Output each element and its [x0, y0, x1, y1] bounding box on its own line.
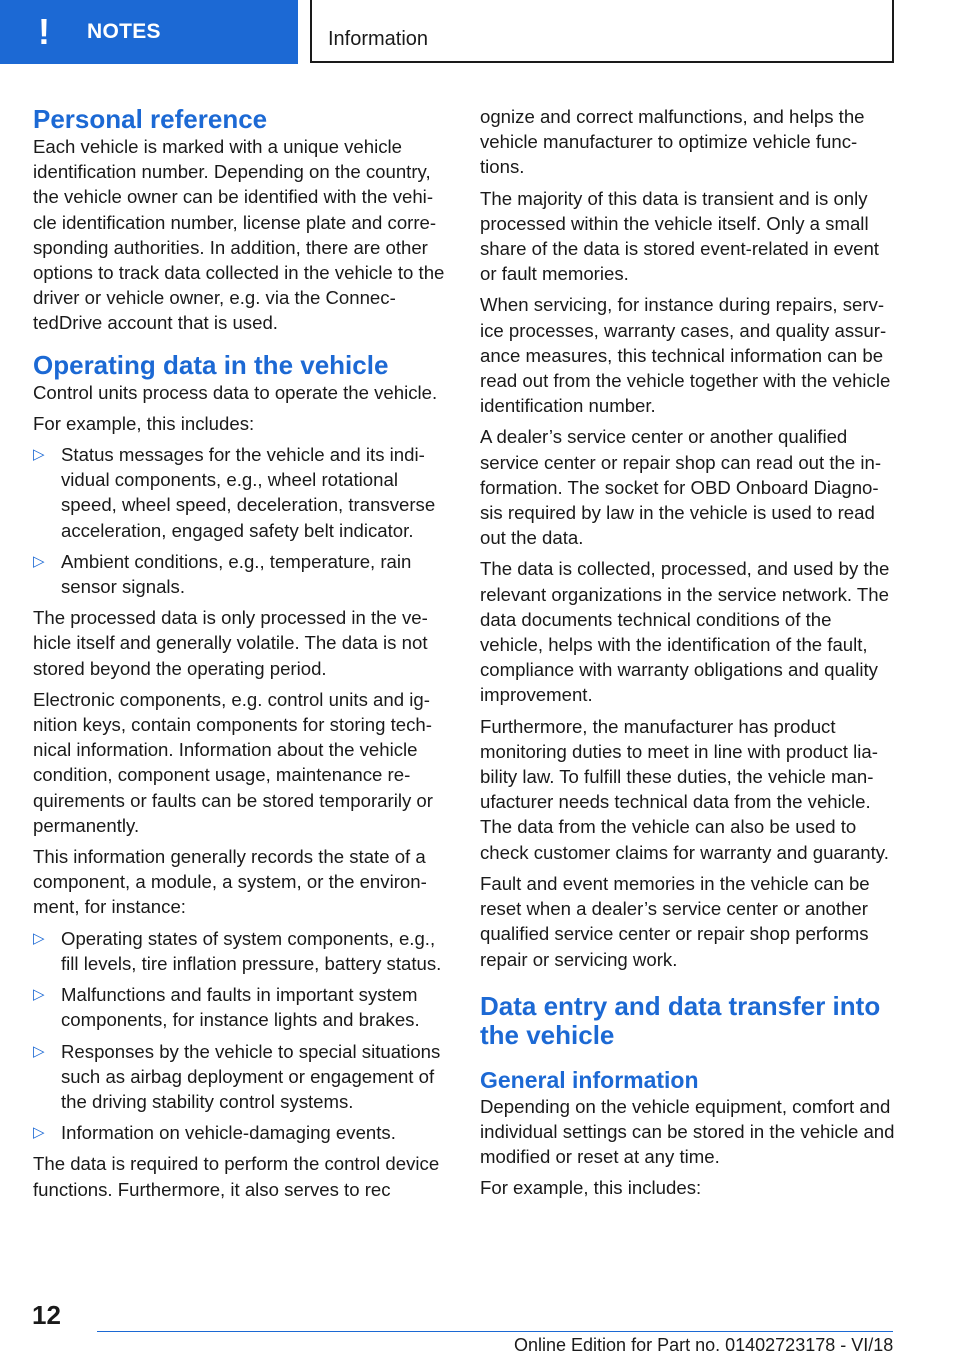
paragraph: ognize and correct malfunctions, and helps the vehicle manufacturer to optimize vehicle functions. [480, 106, 865, 178]
list-item [33, 442, 448, 543]
notes-label: NOTES [87, 20, 161, 43]
personal-reference-text: Each vehicle is marked with a unique vehicle identification number. Depending on the country, the vehicle owner can be identified with the vehicle identification number, license plate and corresponding authorities. In addition, there are other options to track data collected in the vehicle to the driver or vehicle owner, e.g. via the ConnectedDrive account that is used. [33, 136, 445, 334]
paragraph: Fault and event memories in the vehicle can be reset when a dealer’s service center or another qualified service center or repair shop performs repair or servicing work. [480, 872, 870, 970]
paragraph: Furthermore, the manufacturer has product monitoring duties to meet in line with product liability law. To fulfill these duties, the vehicle manufacturer needs technical data from the vehicle. The data from the vehicle can also be used to check customer claims for warranty and guaranty. [480, 715, 889, 863]
right-column [480, 104, 895, 1207]
triangle-bullet-icon: ▷ [33, 552, 45, 570]
triangle-bullet-icon: ▷ [33, 929, 45, 947]
triangle-bullet-icon: ▷ [33, 1124, 45, 1142]
paragraph: Electronic components, e.g. control units and ignition keys, contain components for storing technical information. Information about the vehicle condition, component usage, maintenance requirements or faults can be stored temporarily or permanently. [33, 688, 433, 836]
list-item-text: Operating states of system components, e.g., fill levels, tire inflation pressure, battery status. [61, 927, 442, 974]
triangle-bullet-icon: ▷ [33, 446, 45, 464]
list-item [33, 1039, 448, 1115]
section-tab [310, 0, 894, 63]
triangle-bullet-icon: ▷ [33, 1042, 45, 1060]
list-item [33, 549, 448, 599]
list-item-text: Responses by the vehicle to special situations such as airbag deployment or engagement of the driving stability control systems. [61, 1040, 441, 1112]
paragraph: Control units process data to operate the vehicle. [33, 381, 438, 403]
list-item [33, 926, 448, 976]
data-entry-heading: Data entry and data transfer into the vehicle [480, 990, 881, 1050]
footer-divider [97, 1331, 893, 1332]
notes-tab [0, 0, 298, 64]
bullet-list [33, 442, 448, 599]
page-number: 12 [32, 1300, 61, 1330]
general-information-heading: General information [480, 1066, 699, 1093]
list-item [33, 1120, 448, 1145]
operating-data-heading: Operating data in the vehicle [33, 349, 389, 380]
paragraph: For example, this includes: [33, 412, 255, 434]
paragraph: When servicing, for instance during repairs, service processes, warranty cases, and quality assurance measures, this technical information can be read out from the vehicle together with the vehicle identification number. [480, 294, 891, 417]
section-label: Information [328, 28, 429, 50]
paragraph: The processed data is only processed in the vehicle itself and generally volatile. The data is not stored beyond the operating period. [33, 607, 428, 679]
left-column [33, 104, 448, 1208]
paragraph: This information generally records the state of a component, a module, a system, or the environment, for instance: [33, 846, 427, 918]
bullet-list [33, 926, 448, 1146]
list-item-text: Information on vehicle-damaging events. [61, 1122, 396, 1144]
triangle-bullet-icon: ▷ [33, 986, 45, 1004]
notes-icon: ! [38, 11, 50, 52]
footer-edition-text: Online Edition for Part no. 01402723178 - VI/18 [514, 1335, 894, 1355]
paragraph: Depending on the vehicle equipment, comfort and individual settings can be stored in the vehicle and modified or reset at any time. [480, 1095, 895, 1168]
paragraph: The data is collected, processed, and used by the relevant organizations in the service network. The data documents technical conditions of the vehicle, helps with the identification of the fault, compliance with warranty obligations and quality improvement. [480, 558, 890, 706]
paragraph: A dealer’s service center or another qualified service center or repair shop can read out the information. The socket for OBD Onboard Diagnosis required by law in the vehicle is used to read out the data. [480, 426, 882, 549]
list-item-text: Status messages for the vehicle and its individual components, e.g., wheel rotational speed, wheel speed, deceleration, transverse acceleration, engaged safety belt indicator. [61, 444, 436, 541]
paragraph: For example, this includes: [480, 1177, 702, 1199]
list-item-text: Ambient conditions, e.g., temperature, rain sensor signals. [61, 550, 412, 598]
list-item [33, 982, 448, 1032]
personal-reference-heading: Personal reference [33, 104, 268, 134]
paragraph: The data is required to perform the control device functions. Furthermore, it also serves to rec [33, 1153, 440, 1200]
paragraph: The majority of this data is transient and is only processed within the vehicle itself. Only a small share of the data is stored event-related in event or fault memories. [480, 187, 879, 285]
list-item-text: Malfunctions and faults in important system components, for instance lights and brakes. [61, 984, 420, 1031]
